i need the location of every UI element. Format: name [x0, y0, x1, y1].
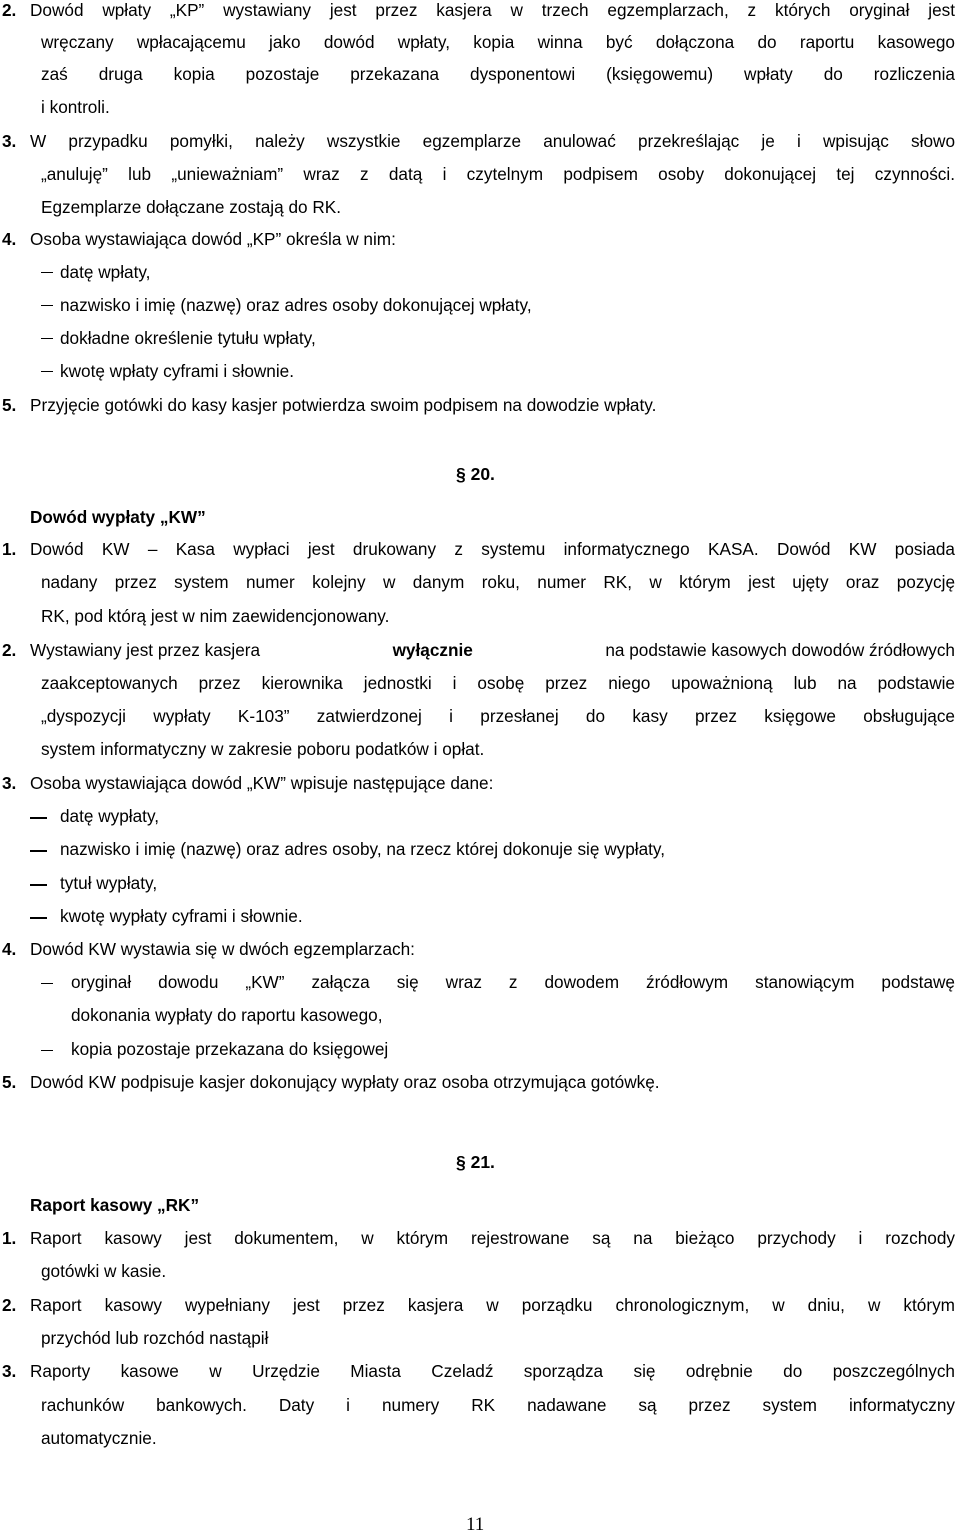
paragraph-line: zaś druga kopia pozostaje przekazana dysponentowi (księgowemu) wpłaty do rozliczenia — [41, 64, 955, 84]
page-number: 11 — [466, 1514, 485, 1535]
paragraph-line: nadany przez system numer kolejny w danym roku, numer RK, w którym jest ujęty oraz pozycję — [41, 572, 955, 592]
list-dash — [41, 305, 53, 306]
paragraph-number: 3. — [2, 1361, 17, 1381]
text-run: na podstawie kasowych dowodów źródłowych — [605, 640, 955, 660]
list-item: datę wpłaty, — [60, 262, 151, 282]
list-dash — [30, 850, 47, 852]
paragraph-number: 2. — [2, 0, 17, 20]
list-item: datę wypłaty, — [60, 806, 160, 826]
list-item: kwotę wypłaty cyframi i słownie. — [60, 906, 303, 926]
paragraph-line: system informatyczny w zakresie poboru podatków i opłat. — [41, 739, 485, 759]
list-dash — [41, 983, 53, 984]
paragraph-number: 2. — [2, 640, 17, 660]
paragraph-line: Osoba wystawiająca dowód „KW” wpisuje następujące dane: — [30, 773, 494, 793]
paragraph-line: zaakceptowanych przez kierownika jednostki i osobę przez niego upoważnioną lub na podstawie — [41, 673, 955, 693]
emphasis-text: wyłącznie — [392, 640, 473, 660]
paragraph-line: Przyjęcie gotówki do kasy kasjer potwierdza swoim podpisem na dowodzie wpłaty. — [30, 395, 657, 415]
paragraph-line: „anuluję” lub „unieważniam” wraz z datą i czytelnym podpisem osoby dokonującej tej czynności. — [41, 164, 955, 184]
paragraph-number: 3. — [2, 131, 17, 151]
paragraph-line: Raport kasowy jest dokumentem, w którym rejestrowane są na bieżąco przychody i rozchody — [30, 1228, 955, 1248]
list-dash — [41, 1050, 53, 1051]
paragraph-line: Raport kasowy wypełniany jest przez kasjera w porządku chronologicznym, w dniu, w którym — [30, 1295, 955, 1315]
list-dash — [41, 371, 53, 372]
paragraph-number: 5. — [2, 1072, 17, 1092]
paragraph-line: Egzemplarze dołączane zostają do RK. — [41, 197, 341, 217]
section-title: Dowód wypłaty „KW” — [30, 507, 206, 527]
paragraph-number: 1. — [2, 1228, 17, 1248]
paragraph-line: wręczany wpłacającemu jako dowód wpłaty, kopia winna być dołączona do raportu kasowego — [41, 32, 955, 52]
list-item: dokładne określenie tytułu wpłaty, — [60, 328, 316, 348]
paragraph-line: Osoba wystawiająca dowód „KP” określa w nim: — [30, 229, 396, 249]
list-item: kopia pozostaje przekazana do księgowej — [71, 1039, 389, 1059]
list-item: oryginał dowodu „KW” załącza się wraz z dowodem źródłowym stanowiącym podstawę — [71, 972, 955, 992]
paragraph-line: gotówki w kasie. — [41, 1261, 167, 1281]
list-dash — [41, 338, 53, 339]
list-dash — [30, 917, 47, 919]
paragraph-number: 3. — [2, 773, 17, 793]
paragraph-number: 2. — [2, 1295, 17, 1315]
paragraph-line: Dowód wpłaty „KP” wystawiany jest przez kasjera w trzech egzemplarzach, z których oryginał jest — [30, 0, 955, 20]
list-item: tytuł wypłaty, — [60, 873, 158, 893]
paragraph-number: 5. — [2, 395, 17, 415]
list-dash — [30, 884, 47, 886]
paragraph-line: RK, pod którą jest w nim zaewidencjonowany. — [41, 606, 390, 626]
paragraph-line: Dowód KW podpisuje kasjer dokonujący wypłaty oraz osoba otrzymująca gotówkę. — [30, 1072, 660, 1092]
paragraph-line: W przypadku pomyłki, należy wszystkie egzemplarze anulować przekreślając je i wpisując słowo — [30, 131, 955, 151]
paragraph-line — [30, 640, 955, 660]
list-dash — [30, 817, 47, 819]
paragraph-number: 4. — [2, 939, 17, 959]
section-title: Raport kasowy „RK” — [30, 1195, 200, 1215]
list-dash — [41, 272, 53, 273]
section-sign: § 20. — [456, 464, 495, 484]
section-sign: § 21. — [456, 1152, 495, 1172]
paragraph-line: Dowód KW – Kasa wypłaci jest drukowany z systemu informatycznego KASA. Dowód KW posiada — [30, 539, 955, 559]
list-item: nazwisko i imię (nazwę) oraz adres osoby dokonującej wpłaty, — [60, 295, 532, 315]
paragraph-line: „dyspozycji wypłaty K-103” zatwierdzonej i przesłanej do kasy przez księgowe obsługujące — [41, 706, 955, 726]
list-item: dokonania wypłaty do raportu kasowego, — [71, 1005, 383, 1025]
paragraph-number: 1. — [2, 539, 17, 559]
list-item: kwotę wpłaty cyframi i słownie. — [60, 361, 295, 381]
paragraph-line: rachunków bankowych. Daty i numery RK nadawane są przez system informatyczny — [41, 1395, 955, 1415]
text-run: Wystawiany jest przez kasjera — [30, 640, 261, 660]
paragraph-line: automatycznie. — [41, 1428, 157, 1448]
list-item: nazwisko i imię (nazwę) oraz adres osoby, na rzecz której dokonuje się wypłaty, — [60, 839, 666, 859]
paragraph-line: i kontroli. — [41, 97, 110, 117]
paragraph-line: Dowód KW wystawia się w dwóch egzemplarzach: — [30, 939, 415, 959]
paragraph-number: 4. — [2, 229, 17, 249]
paragraph-line: przychód lub rozchód nastąpił — [41, 1328, 269, 1348]
paragraph-line: Raporty kasowe w Urzędzie Miasta Czeladź sporządza się odrębnie do poszczególnych — [30, 1361, 955, 1381]
